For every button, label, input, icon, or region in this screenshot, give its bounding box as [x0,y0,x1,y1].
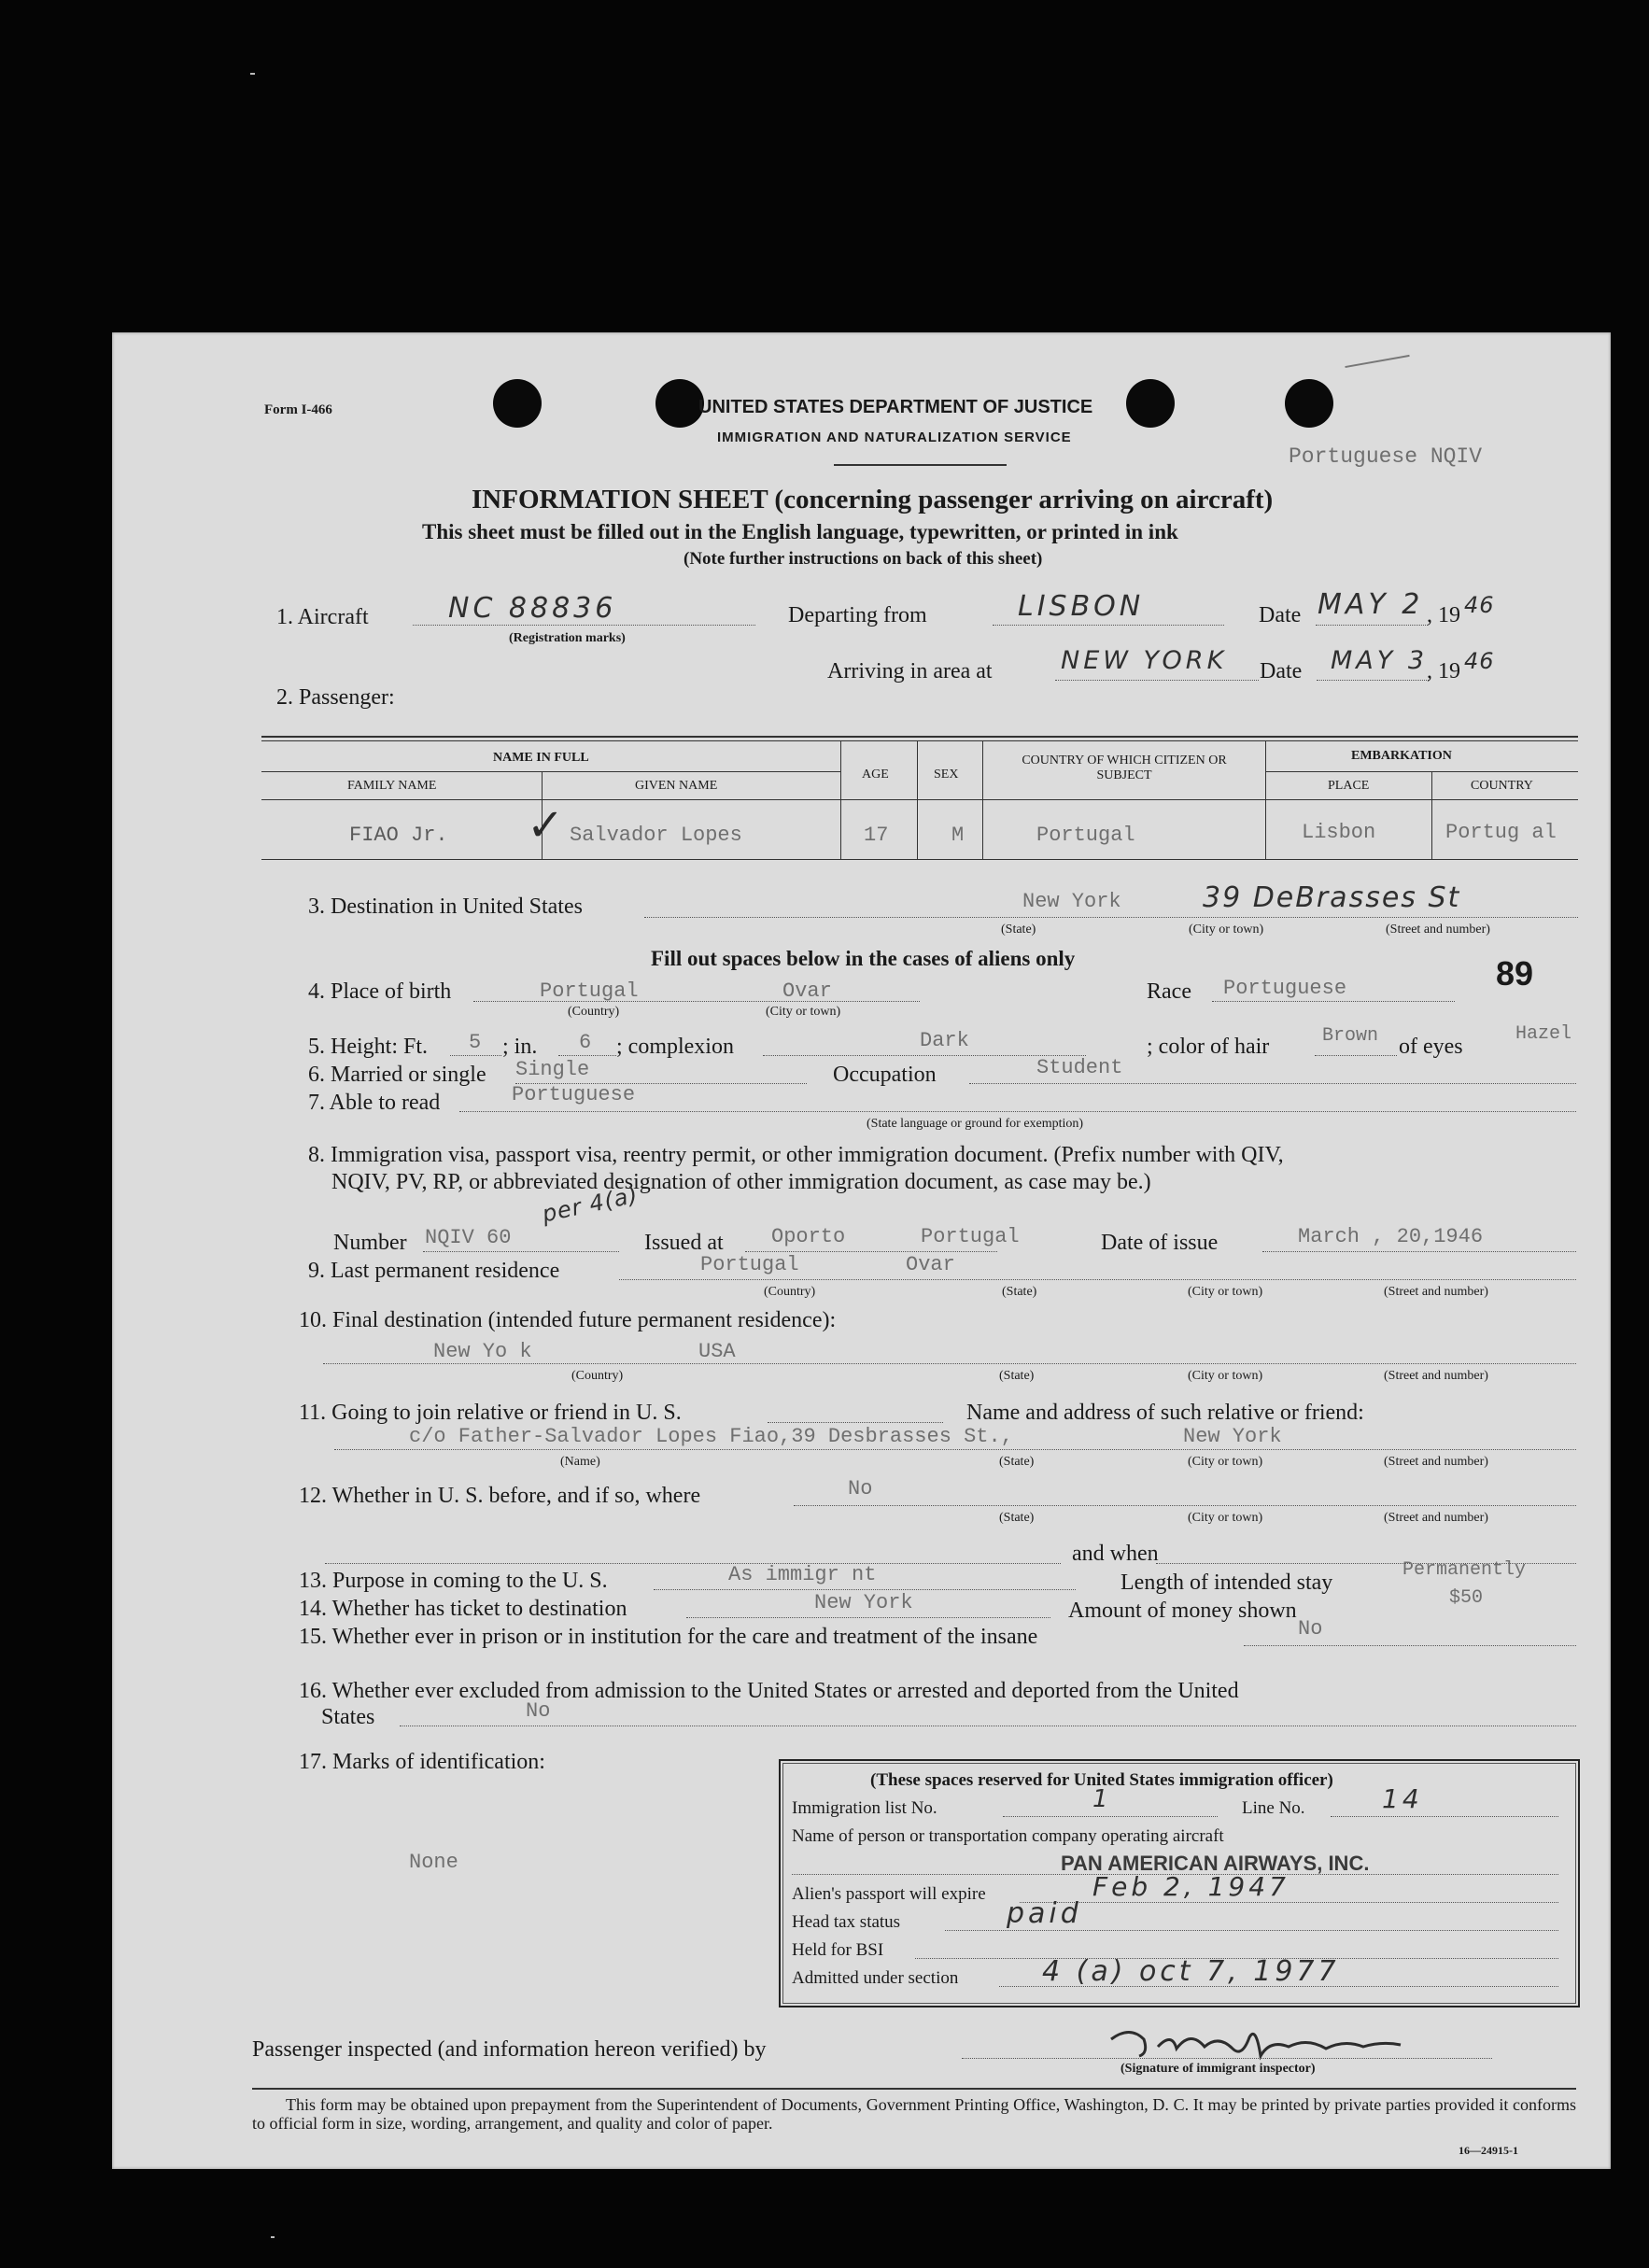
line-value: 14 [1382,1783,1423,1814]
footer-rule [252,2088,1576,2090]
relative-short-line [768,1422,943,1423]
footer-text: This form may be obtained upon prepayment from the Superintendent of Documents, Government Printing Office, Washington, D. C. It may be printed by private parties provided it conforms to official form in size, wording, arrangement, and quality and color of paper. [252,2095,1576,2133]
arr-date-field-line [1317,680,1429,681]
place-header: PLACE [1328,779,1370,793]
visa-number-value: NQIV 60 [425,1226,512,1249]
aircraft-sublabel: (Registration marks) [509,631,626,645]
page-title: INFORMATION SHEET (concerning passenger arriving on aircraft) [472,485,1274,514]
final-dest-street-sub: (Street and number) [1384,1369,1488,1383]
occupation-line [969,1083,1576,1084]
final-dest-label: 10. Final destination (intended future permanent residence): [299,1308,837,1332]
departing-field-line [993,625,1224,626]
form-number: Form I-466 [264,402,332,417]
country-header: COUNTRY [1471,779,1533,793]
bsi-label: Held for BSI [792,1940,884,1960]
tax-value: paid [1007,1897,1082,1930]
birth-country-sub: (Country) [568,1005,620,1019]
visa-number-label: Number [333,1231,407,1255]
married-label: 6. Married or single [308,1063,486,1087]
marks-value: None [409,1851,458,1874]
relative-line [334,1449,1576,1450]
before-street-sub: (Street and number) [1384,1511,1488,1525]
ticket-label: 14. Whether has ticket to destination [299,1597,627,1621]
visa-label-1: 8. Immigration visa, passport visa, reentry permit, or other immigration document. (Prefix number with QIV, [308,1143,1284,1167]
stay-label: Length of intended stay [1120,1571,1333,1595]
operator-label: Name of person or transportation company operating aircraft [792,1826,1224,1846]
relative-city: New York [1183,1425,1282,1448]
marks-label: 17. Marks of identification: [299,1750,545,1774]
line-label: Line No. [1242,1798,1305,1818]
read-line [459,1111,1576,1112]
destination-street: 39 DeBrasses St [1203,881,1461,914]
arr-year-value: 46 [1464,648,1495,674]
issued-line [745,1251,997,1252]
passport-label: Alien's passport will expire [792,1884,986,1904]
before-city-sub: (City or town) [1188,1511,1263,1525]
purpose-value: As immigr nt [728,1563,877,1586]
destination-state: New York [1022,890,1121,913]
department-name: UNITED STATES DEPARTMENT OF JUSTICE [698,397,1093,417]
hair-value: Brown [1322,1025,1379,1047]
inspection-label: Passenger inspected (and information hereon verified) by [252,2037,767,2062]
issued-city: Oporto [771,1225,846,1248]
birth-city: Ovar [782,979,832,1003]
instruction-text: This sheet must be filled out in the English language, typewritten, or printed in ink [422,520,1178,543]
list-value: 1 [1092,1785,1112,1813]
before-value: No [848,1477,873,1500]
sex-value: M [951,824,965,847]
ticket-line [686,1617,1050,1618]
passport-value: Feb 2, 1947 [1092,1871,1290,1902]
married-value: Single [515,1058,590,1081]
residence-country-sub: (Country) [764,1285,816,1299]
pencil-mark [1345,355,1409,368]
year-value: 46 [1464,592,1495,618]
height-in-label: ; in. [502,1035,538,1059]
race-field-line [1212,1001,1455,1002]
admitted-label: Admitted under section [792,1968,959,1988]
tax-line [945,1930,1558,1931]
aircraft-label: 1. Aircraft [276,605,369,629]
excluded-value: No [526,1699,551,1723]
place-value: Lisbon [1302,821,1376,844]
arriving-label: Arriving in area at [827,659,993,683]
residence-city: Ovar [906,1253,955,1276]
read-value: Portuguese [512,1083,636,1106]
prison-value: No [1298,1617,1323,1641]
complexion-value: Dark [920,1029,969,1052]
inspector-signature [1102,2021,1419,2067]
birth-label: 4. Place of birth [308,979,452,1004]
height-ft: 5 [469,1031,482,1054]
excluded-label-1: 16. Whether ever excluded from admission to the United States or arrested and deported from the United [299,1679,1239,1703]
operator-value: PAN AMERICAN AIRWAYS, INC. [1061,1852,1370,1875]
destination-field-line [644,917,1578,918]
aliens-heading: Fill out spaces below in the cases of aliens only [651,947,1076,970]
relative-label-2: Name and address of such relative or friend: [966,1401,1364,1425]
departing-value: LISBON [1018,590,1145,623]
occupation-label: Occupation [833,1063,937,1087]
eyes-value: Hazel [1515,1023,1572,1045]
final-dest-city: New Yo k [433,1340,532,1363]
and-when-label: and when [1072,1542,1159,1566]
relative-street-sub: (Street and number) [1384,1455,1488,1469]
height-ft-line [450,1055,501,1056]
year-prefix: , 19 [1427,603,1460,627]
footer-code: 16—24915-1 [1459,2144,1518,2157]
before-state-sub: (State) [999,1511,1035,1525]
hair-label: ; color of hair [1147,1035,1270,1059]
prison-label: 15. Whether ever in prison or in institution for the care and treatment of the insane [299,1625,1038,1649]
destination-city-sub: (City or town) [1189,923,1264,937]
height-in: 6 [579,1031,592,1054]
departing-label: Departing from [788,603,927,627]
line-no-line [1331,1816,1558,1817]
citizen-header: COUNTRY OF WHICH CITIZEN OR SUBJECT [1022,754,1227,782]
hair-line [1315,1055,1397,1056]
aircraft-value: NC 88836 [448,592,617,625]
family-name-header: FAMILY NAME [347,779,437,793]
issue-date-line [1262,1251,1576,1252]
passenger-label: 2. Passenger: [276,685,395,710]
birth-city-sub: (City or town) [766,1005,841,1019]
officer-heading: (These spaces reserved for United States immigration officer) [870,1770,1333,1790]
money-value: $50 [1449,1587,1484,1609]
before-line [794,1505,1576,1506]
given-name-header: GIVEN NAME [635,779,718,793]
punch-hole [493,379,542,428]
date-label: Date [1259,603,1302,627]
before-label: 12. Whether in U. S. before, and if so, where [299,1484,701,1508]
eyes-label: of eyes [1399,1035,1463,1059]
signature-sub: (Signature of immigrant inspector) [1120,2062,1316,2076]
residence-country: Portugal [700,1253,799,1276]
read-sub: (State language or ground for exemption) [867,1117,1084,1131]
relative-name-sub: (Name) [560,1455,600,1469]
destination-label: 3. Destination in United States [308,895,583,919]
issue-date-value: March , 20,1946 [1298,1225,1484,1248]
country-value: Portug al [1445,821,1557,844]
list-line [1003,1816,1218,1817]
occupation-value: Student [1036,1056,1123,1079]
residence-label: 9. Last permanent residence [308,1259,560,1283]
relative-state-sub: (State) [999,1455,1035,1469]
citizen-value: Portugal [1036,824,1135,847]
prison-line [1244,1645,1576,1646]
handwritten-number: 89 [1496,954,1534,993]
arr-date-value: MAY 3 [1331,646,1429,675]
stay-value: Permanently [1402,1559,1527,1581]
complexion-label: ; complexion [616,1035,734,1059]
destination-state-sub: (State) [1001,923,1036,937]
purpose-label: 13. Purpose in coming to the U. S. [299,1569,608,1593]
visa-hand-note: per 4(a) [540,1181,641,1228]
ticket-value: New York [814,1591,913,1614]
name-in-full-header: NAME IN FULL [493,751,589,765]
final-dest-city-sub: (City or town) [1188,1369,1263,1383]
residence-state-sub: (State) [1002,1285,1037,1299]
typed-annotation: Portuguese NQIV [1289,444,1483,469]
check-mark: ✓ [527,799,565,852]
excluded-label-2: States [321,1705,375,1729]
arriving-field-line [1055,680,1259,681]
service-name: IMMIGRATION AND NATURALIZATION SERVICE [717,430,1072,445]
relative-value: c/o Father-Salvador Lopes Fiao,39 Desbrasses St., [409,1425,1013,1448]
scan-speck [271,2236,275,2238]
arr-date-label: Date [1260,659,1303,683]
sex-header: SEX [934,768,959,782]
relative-label: 11. Going to join relative or friend in U. S. [299,1401,682,1425]
scan-speck [250,73,255,75]
given-name-value: Salvador Lopes [570,824,742,847]
residence-line [619,1279,1576,1280]
destination-street-sub: (Street and number) [1386,923,1490,937]
family-name-value: FIAO Jr. [349,824,448,847]
visa-label-2: NQIV, PV, RP, or abbreviated designation of other immigration document, as case may be.) [331,1170,1151,1194]
final-dest-line [323,1363,1576,1364]
visa-number-line [423,1251,619,1252]
punch-hole [1126,379,1175,428]
header-rule [834,464,1007,466]
admitted-value: 4 (a) oct 7, 1977 [1042,1955,1340,1988]
date-value: MAY 2 [1318,588,1424,621]
embarkation-header: EMBARKATION [1351,749,1452,763]
height-label: 5. Height: Ft. [308,1035,429,1059]
height-in-line [558,1055,616,1056]
race-value: Portuguese [1223,977,1347,1000]
race-label: Race [1147,979,1191,1004]
issued-label: Issued at [644,1231,724,1255]
issued-country: Portugal [921,1225,1020,1248]
arr-year-prefix: , 19 [1427,659,1460,683]
residence-street-sub: (Street and number) [1384,1285,1488,1299]
final-dest-country: USA [698,1340,736,1363]
arriving-value: NEW YORK [1061,646,1228,675]
before-extra-line [325,1563,1061,1564]
aircraft-field-line [413,625,755,626]
final-dest-state-sub: (State) [999,1369,1035,1383]
tax-label: Head tax status [792,1912,901,1932]
read-label: 7. Able to read [308,1091,441,1115]
form-sheet [112,332,1611,2169]
passport-line [1020,1902,1558,1903]
punch-hole [655,379,704,428]
instruction-note: (Note further instructions on back of this sheet) [684,549,1043,569]
age-header: AGE [862,768,889,782]
birth-country: Portugal [540,979,639,1003]
list-label: Immigration list No. [792,1798,937,1818]
relative-city-sub: (City or town) [1188,1455,1263,1469]
money-label: Amount of money shown [1068,1599,1297,1623]
final-dest-country-sub: (Country) [571,1369,624,1383]
punch-hole [1285,379,1333,428]
date-field-line [1316,625,1428,626]
purpose-line [654,1589,1076,1590]
residence-city-sub: (City or town) [1188,1285,1263,1299]
issue-date-label: Date of issue [1101,1231,1219,1255]
age-value: 17 [864,824,889,847]
